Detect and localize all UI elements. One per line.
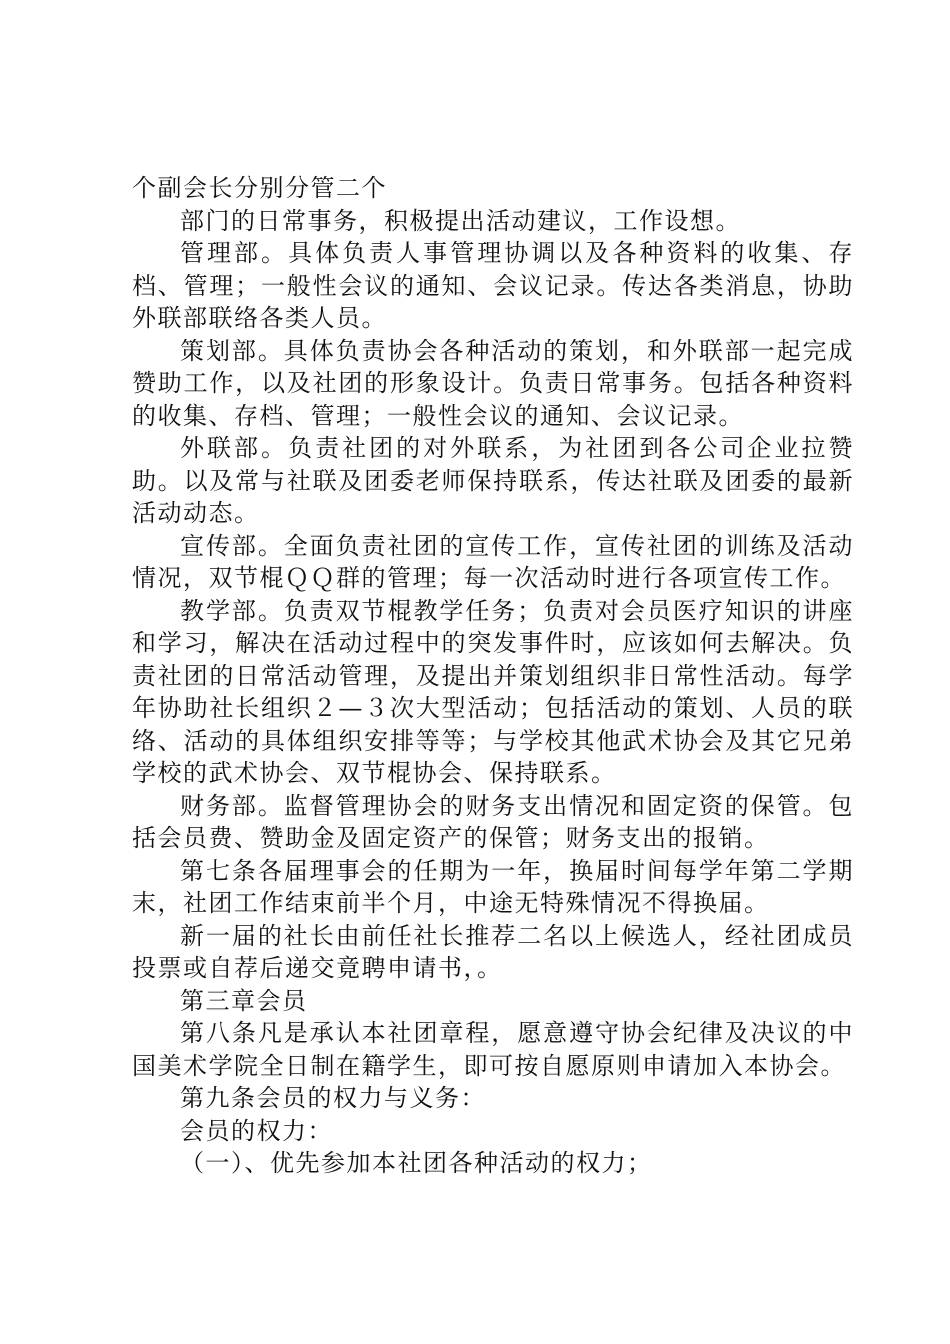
paragraph-publicity-dept: 宣传部。全面负责社团的宣传工作，宣传社团的训练及活动情况，双节棍ＱＱ群的管理；每一次活动时进行各项宣传工作。 bbox=[132, 531, 854, 592]
paragraph-1: 个副会长分别分管二个 bbox=[132, 174, 387, 202]
paragraph-right-1: （一）、优先参加本社团各种活动的权力； bbox=[180, 1149, 653, 1177]
paragraph-liaison-dept: 外联部。负责社团的对外联系，为社团到各公司企业拉赞助。以及常与社联及团委老师保持联系，传达社联及团委的最新活动动态。 bbox=[132, 434, 854, 527]
paragraph-new-president: 新一届的社长由前任社长推荐二名以上候选人，经社团成员投票或自荐后递交竟聘申请书，。 bbox=[132, 921, 854, 982]
paragraph-management-dept: 管理部。具体负责人事管理协调以及各种资料的收集、存档、管理；一般性会议的通知、会议记录。传达各类消息，协助外联部联络各类人员。 bbox=[132, 239, 854, 332]
paragraph-teaching-dept: 教学部。负责双节棍教学任务；负责对会员医疗知识的讲座和学习，解决在活动过程中的突发事件时，应该如何去解决。负责社团的日常活动管理，及提出并策划组织非日常性活动。每学年协助社长组织２—３次大型活动；包括活动的策划、人员的联络、活动的具体组织安排等等；与学校其他武术协会及其它兄弟学校的武术协会、双节棍协会、保持联系。 bbox=[132, 596, 854, 787]
paragraph-planning-dept: 策划部。具体负责协会各种活动的策划，和外联部一起完成赞助工作，以及社团的形象设计。负责日常事务。包括各种资料的收集、存档、管理；一般性会议的通知、会议记录。 bbox=[132, 336, 854, 430]
paragraph-2: 部门的日常事务，积极提出活动建议，工作设想。 bbox=[180, 206, 741, 235]
document-page bbox=[132, 172, 854, 1180]
chapter-heading: 第三章会员 bbox=[180, 986, 308, 1015]
paragraph-article-8: 第八条凡是承认本社团章程，愿意遵守协会纪律及决议的中国美术学院全日制在籍学生，即可按自愿原则申请加入本协会。 bbox=[132, 1019, 854, 1080]
paragraph-finance-dept: 财务部。监督管理协会的财务支出情况和固定资的保管。包括会员费、赞助金及固定资产的保管；财务支出的报销。 bbox=[132, 791, 854, 852]
paragraph-article-7: 第七条各届理事会的任期为一年，换届时间每学年第二学期末，社团工作结束前半个月，中途无特殊情况不得换届。 bbox=[132, 856, 854, 917]
paragraph-article-9: 第九条会员的权力与义务： bbox=[180, 1084, 486, 1112]
paragraph-member-rights: 会员的权力： bbox=[180, 1116, 333, 1145]
